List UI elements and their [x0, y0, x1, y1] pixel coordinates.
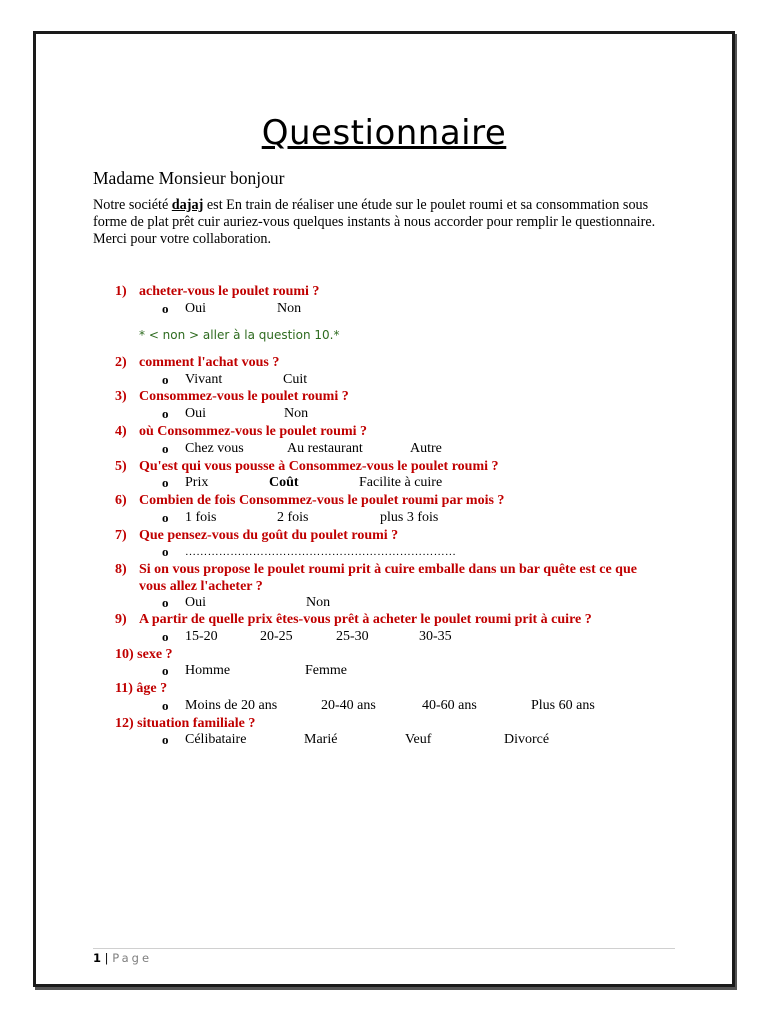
- greeting: Madame Monsieur bonjour: [93, 168, 285, 188]
- option[interactable]: Chez vous: [185, 441, 244, 456]
- bullet-icon: o: [162, 629, 169, 644]
- option[interactable]: 40-60 ans: [422, 698, 477, 713]
- question-number: 6): [115, 493, 127, 508]
- question-number: 3): [115, 389, 127, 404]
- footer-separator: |: [101, 951, 113, 965]
- question-6: [115, 493, 504, 510]
- question-text: A partir de quelle prix êtes-vous prêt à acheter le poulet roumi prit à cuire ?: [139, 612, 592, 627]
- question-3: [115, 389, 349, 406]
- question-text: Qu'est qui vous pousse à Consommez-vous le poulet roumi ?: [139, 459, 499, 474]
- option[interactable]: Autre: [410, 441, 442, 456]
- question-text: Si on vous propose le poulet roumi prit à cuire emballe dans un bar quête est ce que vous allez l'acheter ?: [139, 562, 637, 594]
- question-7: [115, 528, 398, 545]
- option[interactable]: Marié: [304, 732, 338, 747]
- option[interactable]: 15-20: [185, 629, 218, 644]
- option[interactable]: Prix: [185, 475, 209, 490]
- option[interactable]: Femme: [305, 663, 347, 678]
- answer-line[interactable]: ………………………………………………………………: [185, 546, 457, 558]
- option[interactable]: Oui: [185, 595, 206, 610]
- bullet-icon: o: [162, 406, 169, 421]
- bullet-icon: o: [162, 372, 169, 387]
- option[interactable]: Non: [306, 595, 331, 610]
- bullet-icon: o: [162, 441, 169, 456]
- bullet-icon: o: [162, 663, 169, 678]
- question-text: où Consommez-vous le poulet roumi ?: [139, 424, 368, 439]
- question-text: Combien de fois Consommez-vous le poulet roumi par mois ?: [139, 493, 505, 508]
- option[interactable]: Homme: [185, 663, 231, 678]
- question-number: 4): [115, 424, 127, 439]
- question-text: Consommez-vous le poulet roumi ?: [139, 389, 349, 404]
- question-number: 11): [115, 681, 133, 696]
- bullet-icon: o: [162, 595, 169, 610]
- option[interactable]: Non: [284, 406, 309, 421]
- question-text: âge ?: [136, 681, 168, 696]
- question-number: 1): [115, 284, 127, 299]
- page-title: Questionnaire: [261, 113, 507, 153]
- option[interactable]: 25-30: [336, 629, 369, 644]
- option[interactable]: 2 fois: [277, 510, 309, 525]
- question-text: Que pensez-vous du goût du poulet roumi ?: [139, 528, 399, 543]
- question-text: acheter-vous le poulet roumi ?: [139, 284, 320, 299]
- question-4: [115, 424, 367, 441]
- question-number: 7): [115, 528, 127, 543]
- bullet-icon: o: [162, 698, 169, 713]
- bullet-icon: o: [162, 544, 169, 559]
- page-footer: [93, 951, 152, 965]
- question-number: 9): [115, 612, 127, 627]
- option[interactable]: Au restaurant: [287, 441, 363, 456]
- question-10: [115, 647, 173, 664]
- option[interactable]: Vivant: [185, 372, 223, 387]
- company-name: dajaj: [171, 197, 204, 213]
- question-number: 8): [115, 562, 127, 577]
- question-number: 12): [115, 716, 134, 731]
- question-11: [115, 681, 167, 698]
- option[interactable]: 30-35: [419, 629, 452, 644]
- question-5: [115, 459, 499, 476]
- bullet-icon: o: [162, 732, 169, 747]
- question-text: situation familiale ?: [137, 716, 256, 731]
- question-text: sexe ?: [137, 647, 173, 662]
- option[interactable]: Plus 60 ans: [531, 698, 595, 713]
- bullet-icon: o: [162, 510, 169, 525]
- option[interactable]: plus 3 fois: [380, 510, 439, 525]
- intro-paragraph: [93, 197, 673, 248]
- option[interactable]: Oui: [185, 301, 206, 316]
- option[interactable]: Divorcé: [504, 732, 550, 747]
- bullet-icon: o: [162, 301, 169, 316]
- option[interactable]: Coût: [269, 475, 299, 490]
- skip-note: * < non > aller à la question 10.*: [139, 328, 340, 342]
- option[interactable]: Oui: [185, 406, 206, 421]
- option[interactable]: Célibataire: [185, 732, 247, 747]
- question-number: 10): [115, 647, 134, 662]
- question-text: comment l'achat vous ?: [139, 355, 280, 370]
- footer-divider: [93, 948, 675, 949]
- option[interactable]: 1 fois: [185, 510, 217, 525]
- question-number: 2): [115, 355, 127, 370]
- option[interactable]: 20-25: [260, 629, 293, 644]
- option[interactable]: Veuf: [405, 732, 432, 747]
- page-number: 1: [93, 951, 102, 965]
- question-number: 5): [115, 459, 127, 474]
- intro-rest: est En train de réaliser une étude sur le poulet roumi et sa consommation sous forme de plat prêt cuir auriez-vous quelques instants à nous accorder pour remplir le questionnaire. Merci pour votre collaboration.: [93, 197, 656, 247]
- option[interactable]: Cuit: [283, 372, 308, 387]
- option[interactable]: Facilite à cuire: [359, 475, 443, 490]
- page-label: Page: [112, 951, 153, 965]
- option[interactable]: Non: [277, 301, 302, 316]
- question-1: [115, 284, 319, 301]
- question-8: [115, 562, 655, 595]
- bullet-icon: o: [162, 475, 169, 490]
- question-12: [115, 716, 255, 733]
- question-9: [115, 612, 592, 629]
- intro-prefix: Notre société: [93, 197, 172, 213]
- option[interactable]: 20-40 ans: [321, 698, 376, 713]
- option[interactable]: Moins de 20 ans: [185, 698, 278, 713]
- question-2: [115, 355, 279, 372]
